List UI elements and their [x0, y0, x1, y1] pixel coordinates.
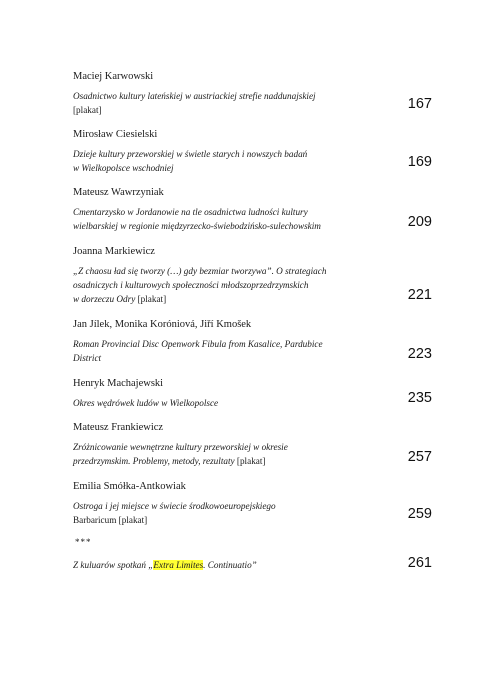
toc-entry-last[interactable]: [73, 558, 257, 572]
title-line: w dorzeczu Odry: [73, 294, 136, 304]
author: Mirosław Ciesielski: [73, 129, 158, 140]
title: [73, 337, 433, 365]
title: [73, 147, 433, 175]
page-number: 209: [407, 214, 432, 230]
author: Emilia Smółka-Antkowiak: [73, 481, 186, 492]
toc-entry[interactable]: [73, 70, 433, 117]
separator: ***: [75, 537, 92, 547]
title-line: Dzieje kultury przeworskiej w świetle starych i nowszych badań: [73, 149, 308, 159]
title-before: Z kuluarów spotkań „: [73, 560, 154, 570]
title-line: Okres wędrówek ludów w Wielkopolsce: [73, 398, 219, 408]
page-number: 167: [407, 96, 432, 112]
title-line: Barbaricum: [73, 515, 117, 525]
title: [73, 205, 433, 233]
toc-entry[interactable]: [73, 128, 433, 175]
toc-entry[interactable]: [73, 377, 433, 410]
title-line: Osadnictwo kultury lateńskiej w austriackiej strefie naddunajskiej: [73, 91, 316, 101]
author: Mateusz Frankiewicz: [73, 422, 164, 433]
toc-entry[interactable]: [73, 318, 433, 365]
author: Maciej Karwowski: [73, 71, 154, 82]
title-line: osadniczych i kulturowych społeczności młodszoprzedrzymskich: [73, 280, 309, 290]
toc-entry[interactable]: [73, 421, 433, 468]
title-line: Cmentarzysko w Jordanowie na tle osadnictwa ludności kultury: [73, 207, 308, 217]
page-number: 257: [407, 449, 432, 465]
title: [73, 499, 433, 527]
title-line: District: [73, 353, 102, 363]
poster-tag: [plakat]: [118, 515, 148, 525]
page-number: 169: [407, 154, 432, 170]
toc-entry[interactable]: [73, 186, 433, 233]
title-line: wielbarskiej w regionie międzyrzecko-świebodzińsko-sulechowskim: [73, 221, 321, 231]
title-line: „Z chaosu ład się tworzy (…) gdy bezmiar tworzywa”. O strategiach: [73, 266, 327, 276]
author: Mateusz Wawrzyniak: [73, 187, 164, 198]
poster-tag: [plakat]: [73, 105, 102, 115]
page-number: 261: [407, 555, 432, 571]
page-number: 235: [407, 390, 432, 406]
title: [73, 264, 433, 306]
author: Joanna Markiewicz: [73, 246, 155, 257]
poster-tag: [plakat]: [137, 294, 167, 304]
title: [73, 440, 433, 468]
author: Henryk Machajewski: [73, 378, 164, 389]
title-line: przedrzymskim. Problemy, metody, rezultaty: [73, 456, 235, 466]
title-after: . Continuatio”: [203, 560, 257, 570]
page-number: 223: [407, 346, 432, 362]
toc-entry[interactable]: [73, 245, 433, 306]
page-number: 259: [407, 506, 432, 522]
title: [73, 89, 433, 117]
poster-tag: [plakat]: [236, 456, 266, 466]
title: [73, 396, 433, 410]
title-line: Ostroga i jej miejsce w świecie środkowoeuropejskiego: [73, 501, 276, 511]
page-number: 221: [407, 287, 432, 303]
title-line: w Wielkopolsce wschodniej: [73, 163, 174, 173]
title-line: Zróżnicowanie wewnętrzne kultury przeworskiej w okresie: [73, 442, 288, 452]
author: Jan Jílek, Monika Koróniová, Jiří Kmošek: [73, 319, 252, 330]
title-line: Roman Provincial Disc Openwork Fibula from Kasalice, Pardubice: [73, 339, 323, 349]
highlighted-text: Extra Limites: [153, 560, 204, 570]
toc-entry[interactable]: [73, 480, 433, 527]
